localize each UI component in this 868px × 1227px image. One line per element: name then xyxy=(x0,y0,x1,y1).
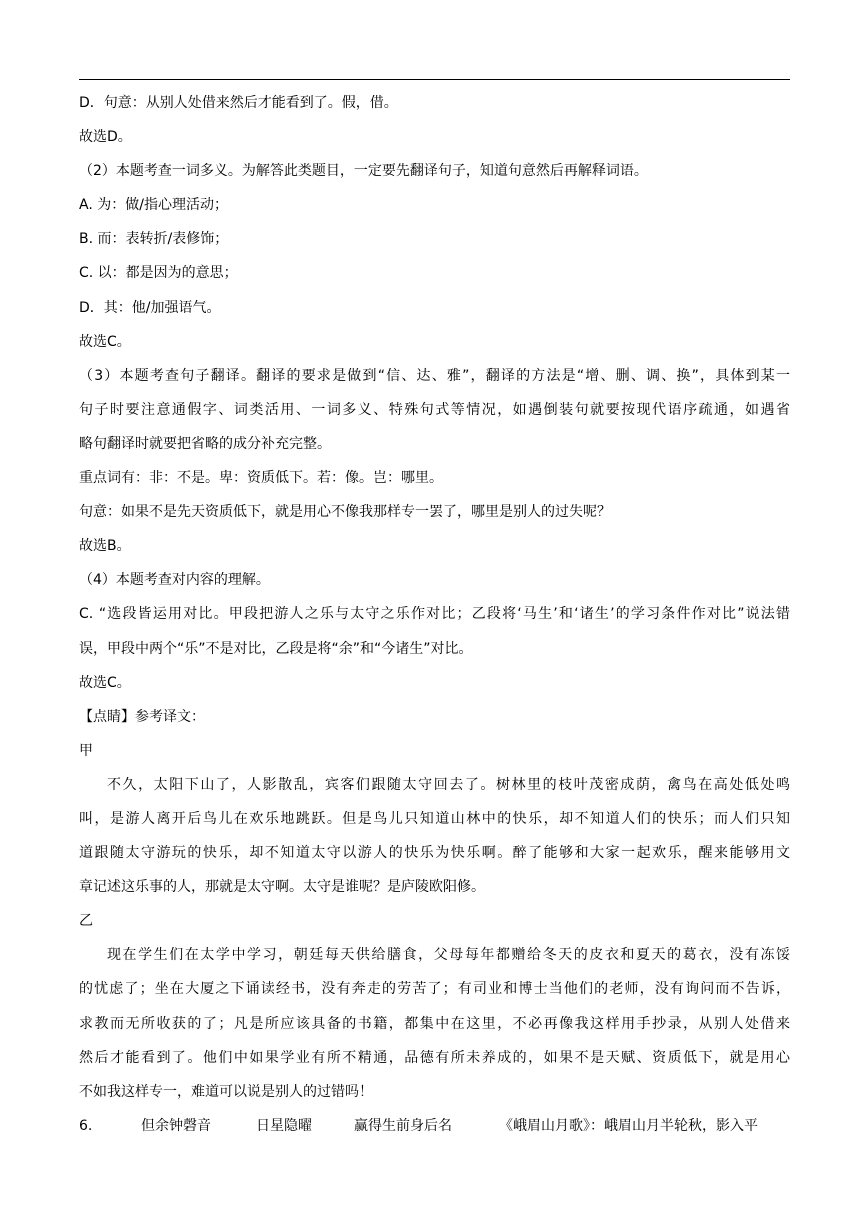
text-line: 现在学生们在太学中学习，朝廷每天供给膳食，父母每年都赠给冬天的皮衣和夏天的葛衣，没有冻馁 xyxy=(107,947,790,964)
text-line: 略句翻译时就要把省略的成分补充完整。 xyxy=(79,435,331,452)
text-line: B. 而：表转折/表修饰； xyxy=(79,231,229,248)
text-line: 误，甲段中两个“乐”不是对比，乙段是将“余”和“今诸生”对比。 xyxy=(79,640,473,657)
text-line: 【点睛】参考译文： xyxy=(79,708,205,725)
answer-content xyxy=(79,86,790,1143)
text-line: （3）本题考查句子翻译。翻译的要求是做到“信、达、雅”，翻译的方法是“增、删、调、换”，具体到某一 xyxy=(79,367,790,384)
text-line: （2）本题考查一词多义。为解答此类题目，一定要先翻译句子，知道句意然后再解释词语。 xyxy=(79,163,648,180)
text-line: C. 以：都是因为的意思； xyxy=(79,265,238,282)
text-line: 故选C。 xyxy=(79,333,131,350)
answer-blank-4: 《峨眉山月歌》：峨眉山月半轮秋，影入平 xyxy=(499,1117,758,1134)
text-line: 章记述这乐事的人，那就是太守啊。太守是谁呢？是庐陵欧阳修。 xyxy=(79,879,485,896)
text-line: C. “选段皆运用对比。甲段把游人之乐与太守之乐作对比；乙段将‘马生’和‘诸生’的学习条件作对比”说法错 xyxy=(79,606,790,623)
text-line: 叫，是游人离开后鸟儿在欢乐地跳跃。但是鸟儿只知道山林中的快乐，却不知道人们的快乐；而人们只知 xyxy=(79,810,790,827)
text-line: 然后才能看到了。他们中如果学业有所不精通，品德有所未养成的，如果不是天赋、资质低下，就是用心 xyxy=(79,1049,790,1066)
text-line: 句子时要注意通假字、词类活用、一词多义、特殊句式等情况，如遇倒装句就要按现代语序疏通，如遇省 xyxy=(79,401,790,418)
text-line: （4）本题考查对内容的理解。 xyxy=(79,572,270,589)
text-line: D．句意：从别人处借来然后才能看到了。假，借。 xyxy=(79,95,398,111)
answer-blank-1: 但余钟磬音 xyxy=(141,1117,211,1134)
answer-blank-3: 赢得生前身后名 xyxy=(354,1117,452,1134)
section-label: 甲 xyxy=(79,742,93,759)
text-line: 故选B。 xyxy=(79,538,131,555)
text-line: 重点词有：非：不是。卑：资质低下。若：像。岂：哪里。 xyxy=(79,470,443,487)
text-line: 故选C。 xyxy=(79,674,131,691)
answer-blank-2: 日星隐曜 xyxy=(256,1117,312,1134)
text-line: A. 为：做/指心理活动； xyxy=(79,197,228,214)
text-line: 求教而无所收获的了；凡是所应该具备的书籍，都集中在这里，不必再像我这样用手抄录，从别人处借来 xyxy=(79,1015,790,1032)
text-line: 不久，太阳下山了，人影散乱，宾客们跟随太守回去了。树林里的枝叶茂密成荫，禽鸟在高处低处鸣 xyxy=(107,776,790,793)
section-label: 乙 xyxy=(79,913,93,930)
question-6-row xyxy=(79,1109,790,1143)
text-line: 故选D。 xyxy=(79,129,132,146)
text-line: D．其：他/加强语气。 xyxy=(79,299,221,316)
text-line: 句意：如果不是先天资质低下，就是用心不像我那样专一罢了，哪里是别人的过失呢？ xyxy=(79,504,611,521)
header-rule xyxy=(79,79,790,80)
text-line: 不如我这样专一，难道可以说是别人的过错吗！ xyxy=(79,1083,373,1100)
text-line: 道跟随太守游玩的快乐，却不知道太守以游人的快乐为快乐啊。醉了能够和大家一起欢乐，醒来能够用文 xyxy=(79,845,790,862)
text-line: 的忧虑了；坐在大厦之下诵读经书，没有奔走的劳苦了；有司业和博士当他们的老师，没有询问而不告诉， xyxy=(79,981,790,998)
question-number: 6. xyxy=(79,1117,93,1134)
